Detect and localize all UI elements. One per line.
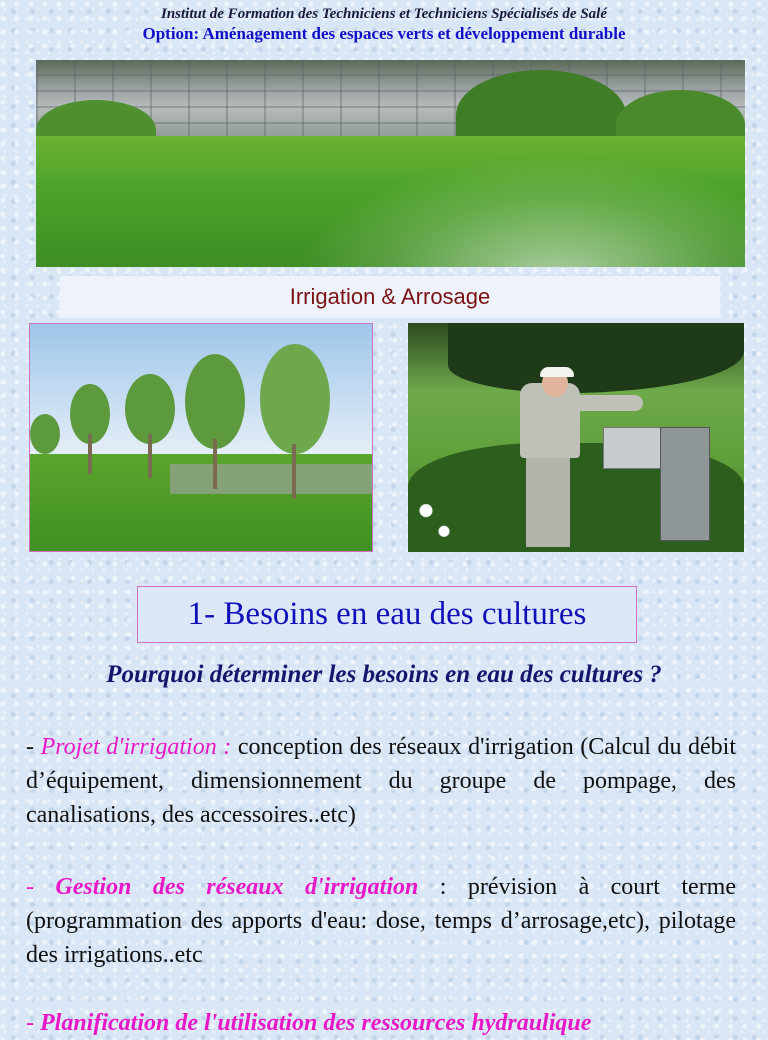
document-title: Irrigation & Arrosage: [289, 284, 491, 309]
point-management: [26, 870, 736, 972]
document-title-band: [60, 276, 720, 318]
institute-name: Institut de Formation des Techniciens et Techniciens Spécialisés de Salé: [161, 6, 607, 22]
section-question: Pourquoi déterminer les besoins en eau des cultures ?: [106, 661, 662, 688]
option-title: Option: Aménagement des espaces verts et développement durable: [142, 24, 626, 43]
point-project: [26, 730, 736, 832]
point-text: : prévision à court terme (programmation des apports d'eau: dose, temps d’arrosage,etc), pilotage des irrigations..etc: [26, 874, 737, 968]
point-label: Gestion des réseaux d'irrigation: [55, 874, 419, 900]
point-label: Planification de l'utilisation des ressources hydraulique: [40, 1010, 592, 1036]
point-label: Projet d'irrigation :: [40, 734, 232, 760]
point-dash: -: [26, 1010, 34, 1036]
point-dash: -: [26, 734, 34, 760]
point-text: conception des réseaux d'irrigation (Calcul du débit d’équipement, dimensionnement du groupe de pompage, des canalisations, des accessoires..etc): [26, 734, 737, 828]
point-planning: [26, 1006, 736, 1040]
young-trees-photo: [29, 323, 373, 552]
section-heading-box: [137, 586, 637, 643]
sprinkler-lawn-photo: [36, 60, 745, 267]
point-dash: -: [26, 874, 34, 900]
technician-controller-photo: [408, 323, 744, 552]
section-heading: 1- Besoins en eau des cultures: [187, 596, 587, 632]
